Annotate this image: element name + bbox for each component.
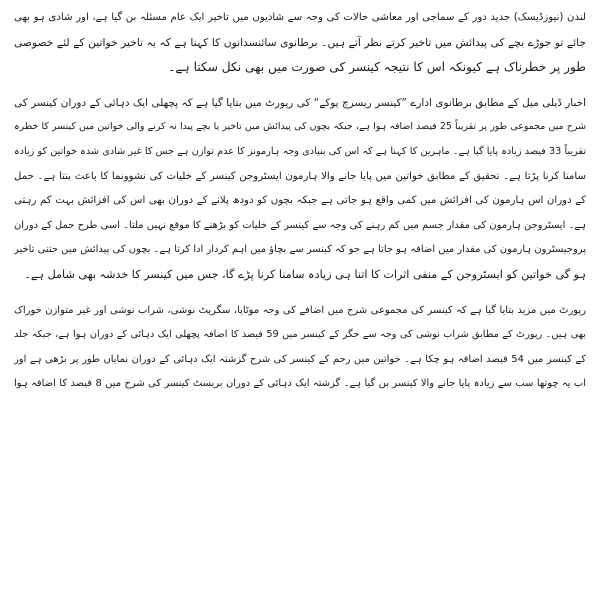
text-line: سامنا کرنا پڑتا ہے۔ تحقیق کے مطابق خواتین میں پایا جانے والا ہارمون ایسٹروجن کینسر کے خلیات کی نشوونما کا باعث بنتا ہے۔ حمل [14,170,586,182]
text-line: تقریباً 33 فیصد زیادہ پایا گیا ہے۔ ماہرین کا کہنا ہے کہ اس کی بنیادی وجہ ہارمونز کا عدم توازن ہے جس کا غیر شادی شدہ خواتین کو زیادہ [14,145,586,157]
paragraph-intro [14,6,586,80]
text-line: شرح میں مجموعی طور پر تقریباً 25 فیصد اضافہ ہوا ہے، جبکہ بچوں کی پیدائش میں تاخیر یا بچے پیدا نہ کرنے والی خواتین میں کینسر کا خطرہ [14,121,586,133]
text-line: رپورٹ میں مزید بتایا گیا ہے کہ کینسر کی مجموعی شرح میں اضافے کی وجہ موٹاپا، سگریٹ نوشی، شراب نوشی اور غیر متوازن خوراک [14,304,586,316]
text-line: کے کینسر میں 54 فیصد اضافہ ہو چکا ہے۔ خواتین میں رحم کے کینسر کی شرح گزشتہ ایک دہائی کے دوران نمایاں طور پر بڑھی ہے اور [14,353,586,365]
text-line: کے دوران اس ہارمون کی افزائش میں کمی واقع ہو جاتی ہے جبکہ بچوں کو دودھ پلانے کے دوران بھی اس کی افزائش بہت کم رہتی [14,195,586,207]
paragraph-research [14,91,586,288]
text-line: لندن (نیوزڈیسک) جدید دور کے سماجی اور معاشی حالات کی وجہ سے شادیوں میں تاخیر ایک عام مسئلہ بن گیا ہے، اور شادی ہو بھی [14,12,586,23]
text-line: جائے تو جوڑے بچے کی پیدائش میں تاخیر کرتے نظر آتے ہیں۔ برطانوی سائنسدانوں کا کہنا ہے کہ یہ تاخیر خواتین کے لئے خصوصی [14,35,586,49]
text-line: بھی ہیں۔ رپورٹ کے مطابق شراب نوشی کی وجہ سے جگر کے کینسر میں 59 فیصد کا اضافہ پچھلی ایک دہائی کے دوران ہوا ہے، جبکہ جلد [14,329,586,341]
paragraph-report-details [14,299,586,397]
text-line: ہے۔ ایسٹروجن ہارمون کی مقدار جسم میں کم رہنے کی وجہ سے کینسر کے خلیات کو بڑھنے کا موقع نہیں ملتا۔ اسی طرح حمل کے دوران [14,219,586,231]
text-line: ہو گی خواتین کو ایسٹروجن کے منفی اثرات کا اتنا ہی زیادہ سامنا کرنا پڑے گا، جس میں کینسر کا خدشہ بھی شامل ہے۔ [24,267,586,281]
text-line: طور پر خطرناک ہے کیونکہ اس کا نتیجہ کینسر کی صورت میں بھی نکل سکتا ہے۔ [168,60,586,75]
text-line: اخبار ڈیلی میل کے مطابق برطانوی ادارے ”کینسر ریسرچ یوکے“ کی رپورٹ میں بتایا گیا ہے کہ پچھلی ایک دہائی کے دوران کینسر کی [14,96,586,109]
text-line: پروجیسٹرون ہارمون کی مقدار میں اضافہ ہو جاتا ہے جو کہ کینسر سے بچاؤ میں اہم کردار ادا کرتا ہے۔ بچوں کی پیدائش میں جتنی تاخیر [14,244,586,256]
text-line: اب یہ چوتھا سب سے زیادہ پایا جانے والا کینسر بن گیا ہے۔ گزشتہ ایک دہائی کے دوران بریسٹ کینسر کی شرح میں 8 فیصد کا اضافہ ہوا [14,378,586,390]
